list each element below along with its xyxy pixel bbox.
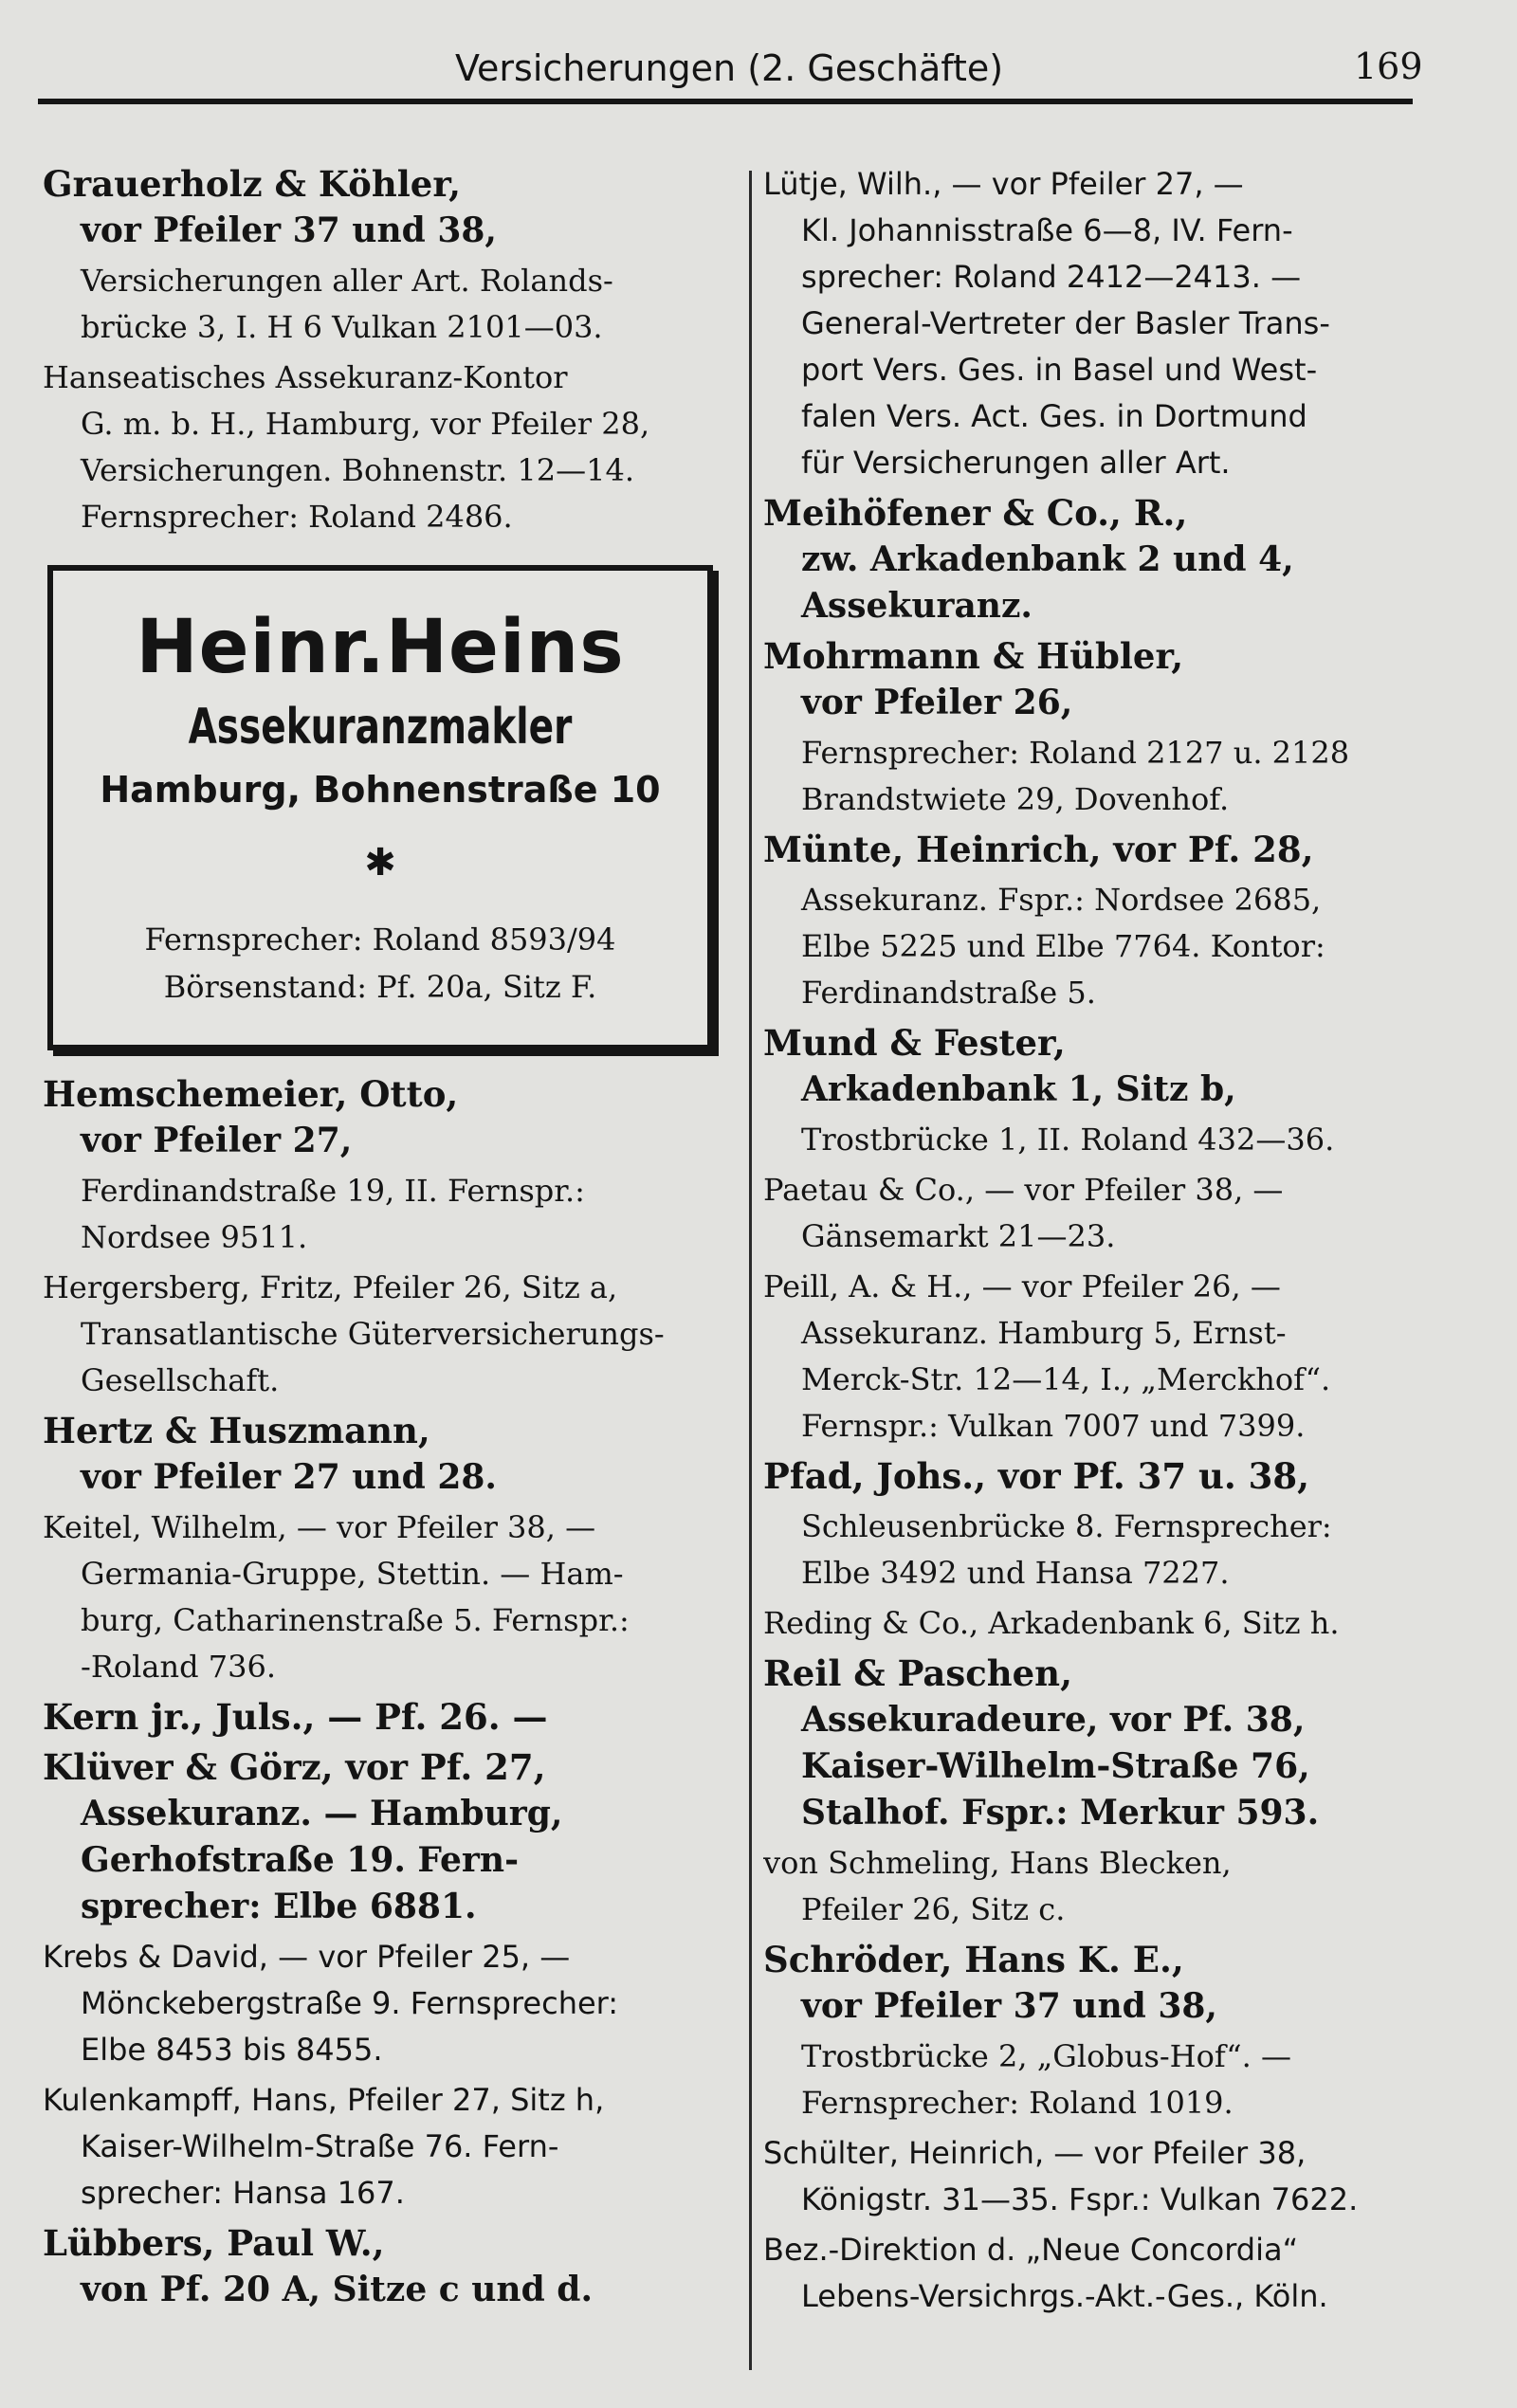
entry-line: Elbe 3492 und Hansa 7227.: [801, 1555, 1230, 1591]
left-entries-top: [43, 161, 744, 544]
entry-line: Klüver & Görz, vor Pf. 27,: [43, 1746, 546, 1788]
entry-line: Münte, Heinrich, vor Pf. 28,: [763, 829, 1314, 870]
entry-line: Reil & Paschen,: [763, 1652, 1072, 1694]
entry-line: Hergersberg, Fritz, Pfeiler 26, Sitz a,: [43, 1269, 618, 1305]
entry-line: Hanseatisches Assekuranz-Kontor: [43, 359, 568, 395]
ad-company-name: Heinr.Heins: [136, 605, 625, 690]
entry-line: Mund & Fester,: [763, 1022, 1066, 1064]
entry-line: port Vers. Ges. in Basel und West-: [801, 352, 1318, 388]
page-number: 169: [1354, 46, 1423, 87]
entry-line: Fernsprecher: Roland 1019.: [801, 2085, 1234, 2121]
directory-entry: [763, 1651, 1474, 1836]
ad-phone: Fernsprecher: Roland 8593/94: [144, 921, 616, 958]
directory-entry: [43, 355, 744, 540]
ad-star-icon: ✱: [364, 841, 396, 885]
directory-entry: [43, 1744, 744, 1930]
entry-line: Merck-Str. 12—14, I., „Merckhof“.: [801, 1361, 1331, 1397]
entry-line: Trostbrücke 1, II. Roland 432—36.: [801, 1122, 1335, 1158]
entry-line: Pfad, Johs., vor Pf. 37 u. 38,: [763, 1455, 1310, 1497]
entry-line: Gänsemarkt 21—23.: [801, 1218, 1116, 1254]
right-entries: [763, 161, 1474, 2324]
directory-entry: [763, 633, 1474, 726]
entry-line: brücke 3, I. H 6 Vulkan 2101—03.: [81, 309, 603, 345]
ad-address: Hamburg, Bohnenstraße 10: [100, 769, 661, 811]
directory-entry: [763, 877, 1474, 1016]
entry-line: Transatlantische Güterversicherungs-: [81, 1316, 665, 1352]
entry-line: Arkadenbank 1, Sitz b,: [801, 1069, 1236, 1109]
directory-entry: [763, 2130, 1474, 2223]
entry-line: Ferdinandstraße 19, II. Fernspr.:: [81, 1173, 585, 1209]
entry-line: Paetau & Co., — vor Pfeiler 38, —: [763, 1172, 1284, 1208]
entry-line: Assekuranz.: [801, 586, 1033, 626]
directory-entry: [763, 827, 1474, 873]
entry-line: Keitel, Wilhelm, — vor Pfeiler 38, —: [43, 1509, 596, 1545]
entry-line: Ferdinandstraße 5.: [801, 975, 1096, 1011]
right-column: [763, 161, 1474, 2324]
directory-entry: [763, 1840, 1474, 1933]
entry-line: Königstr. 31—35. Fspr.: Vulkan 7622.: [801, 2181, 1359, 2217]
entry-line: Reding & Co., Arkadenbank 6, Sitz h.: [763, 1605, 1340, 1641]
entry-line: vor Pfeiler 37 und 38,: [81, 210, 497, 250]
entry-line: Grauerholz & Köhler,: [43, 163, 462, 205]
directory-entry: [43, 1408, 744, 1501]
entry-line: Assekuranz. Fspr.: Nordsee 2685,: [801, 882, 1322, 918]
entry-line: Kern jr., Juls., — Pf. 26. —: [43, 1696, 548, 1738]
directory-entry: [763, 1453, 1474, 1500]
entry-line: Gesellschaft.: [81, 1362, 280, 1398]
directory-entry: [43, 1505, 744, 1690]
entry-line: Schröder, Hans K. E.,: [763, 1939, 1184, 1980]
entry-line: Trostbrücke 2, „Globus-Hof“. —: [801, 2038, 1291, 2074]
entry-line: Hemschemeier, Otto,: [43, 1073, 459, 1115]
directory-entry: [763, 2227, 1474, 2320]
column-divider: [749, 171, 752, 2370]
entry-line: General-Vertreter der Basler Trans-: [801, 305, 1330, 341]
directory-entry: [763, 2034, 1474, 2126]
entry-line: G. m. b. H., Hamburg, vor Pfeiler 28,: [81, 406, 650, 442]
entry-line: Schleusenbrücke 8. Fernsprecher:: [801, 1508, 1332, 1544]
directory-entry: [43, 1071, 744, 1164]
entry-line: von Schmeling, Hans Blecken,: [763, 1845, 1232, 1881]
entry-line: falen Vers. Act. Ges. in Dortmund: [801, 398, 1307, 434]
entry-line: Elbe 8453 bis 8455.: [81, 2032, 383, 2068]
directory-entry: [763, 1167, 1474, 1260]
directory-entry: [763, 1117, 1474, 1163]
entry-line: sprecher: Hansa 167.: [81, 2175, 405, 2211]
entry-line: vor Pfeiler 37 und 38,: [801, 1986, 1217, 2026]
entry-line: Kaiser-Wilhelm-Straße 76,: [801, 1746, 1310, 1786]
entry-line: Lübbers, Paul W.,: [43, 2222, 385, 2264]
page-header-title: Versicherungen (2. Geschäfte): [455, 47, 1004, 89]
entry-line: Kl. Johannisstraße 6—8, IV. Fern-: [801, 212, 1293, 248]
directory-entry: [43, 1694, 744, 1741]
entry-line: Assekuranz. Hamburg 5, Ernst-: [801, 1315, 1287, 1351]
ad-tagline: Assekuranzmakler: [188, 699, 573, 756]
directory-entry: [763, 730, 1474, 823]
entry-line: Bez.-Direktion d. „Neue Concordia“: [763, 2232, 1299, 2268]
directory-entry: [763, 1020, 1474, 1113]
entry-line: Nordsee 9511.: [81, 1219, 308, 1255]
entry-line: von Pf. 20 A, Sitze c und d.: [81, 2270, 593, 2309]
entry-line: Lütje, Wilh., — vor Pfeiler 27, —: [763, 166, 1244, 202]
left-entries-bottom: [43, 1071, 744, 2317]
entry-line: Fernsprecher: Roland 2127 u. 2128: [801, 735, 1350, 771]
entry-line: Pfeiler 26, Sitz c.: [801, 1891, 1066, 1927]
entry-line: Stalhof. Fspr.: Merkur 593.: [801, 1793, 1320, 1833]
entry-line: Fernspr.: Vulkan 7007 und 7399.: [801, 1408, 1306, 1444]
ad-exchange-stand: Börsenstand: Pf. 20a, Sitz F.: [163, 969, 597, 1005]
entry-line: für Versicherungen aller Art.: [801, 445, 1231, 481]
advertisement-box: [47, 565, 713, 1050]
entry-line: Fernsprecher: Roland 2486.: [81, 499, 513, 535]
entry-line: Kaiser-Wilhelm-Straße 76. Fern-: [81, 2128, 559, 2164]
directory-entry: [43, 1168, 744, 1261]
entry-line: Kulenkampff, Hans, Pfeiler 27, Sitz h,: [43, 2082, 605, 2118]
entry-line: Assekuradeure, vor Pf. 38,: [801, 1700, 1306, 1740]
directory-entry: [763, 1504, 1474, 1596]
directory-entry: [43, 2077, 744, 2216]
directory-entry: [763, 1264, 1474, 1450]
directory-entry: [43, 2220, 744, 2313]
entry-line: burg, Catharinenstraße 5. Fernspr.:: [81, 1602, 630, 1638]
entry-line: Mönckebergstraße 9. Fernsprecher:: [81, 1985, 619, 2021]
entry-line: Schülter, Heinrich, — vor Pfeiler 38,: [763, 2135, 1307, 2171]
left-column: [43, 161, 744, 2317]
directory-entry: [763, 1937, 1474, 2030]
entry-line: Versicherungen. Bohnenstr. 12—14.: [81, 452, 634, 488]
entry-line: Peill, A. & H., — vor Pfeiler 26, —: [763, 1268, 1281, 1304]
entry-line: Krebs & David, — vor Pfeiler 25, —: [43, 1939, 571, 1975]
directory-entry: [763, 1600, 1474, 1647]
directory-entry: [43, 1265, 744, 1404]
entry-line: vor Pfeiler 27,: [81, 1121, 353, 1160]
directory-entry: [43, 258, 744, 351]
entry-line: vor Pfeiler 26,: [801, 683, 1073, 722]
entry-line: Versicherungen aller Art. Rolands-: [81, 263, 613, 299]
directory-entry: [763, 490, 1474, 629]
entry-line: Germania-Gruppe, Stettin. — Ham-: [81, 1556, 624, 1592]
entry-line: Meihöfener & Co., R.,: [763, 492, 1188, 534]
entry-line: Brandstwiete 29, Dovenhof.: [801, 781, 1230, 817]
directory-entry: [43, 161, 744, 254]
entry-line: sprecher: Elbe 6881.: [81, 1887, 477, 1926]
directory-entry: [763, 161, 1474, 486]
entry-line: Assekuranz. — Hamburg,: [81, 1794, 563, 1833]
header-rule: [38, 99, 1413, 104]
entry-line: Lebens-Versichrgs.-Akt.-Ges., Köln.: [801, 2278, 1328, 2314]
entry-line: Elbe 5225 und Elbe 7764. Kontor:: [801, 928, 1325, 964]
entry-line: -Roland 736.: [81, 1649, 276, 1685]
directory-entry: [43, 1934, 744, 2073]
entry-line: Gerhofstraße 19. Fern-: [81, 1840, 520, 1880]
entry-line: Mohrmann & Hübler,: [763, 635, 1184, 677]
entry-line: vor Pfeiler 27 und 28.: [81, 1457, 497, 1497]
entry-line: sprecher: Roland 2412—2413. —: [801, 259, 1302, 295]
entry-line: zw. Arkadenbank 2 und 4,: [801, 539, 1294, 579]
entry-line: Hertz & Huszmann,: [43, 1410, 430, 1451]
